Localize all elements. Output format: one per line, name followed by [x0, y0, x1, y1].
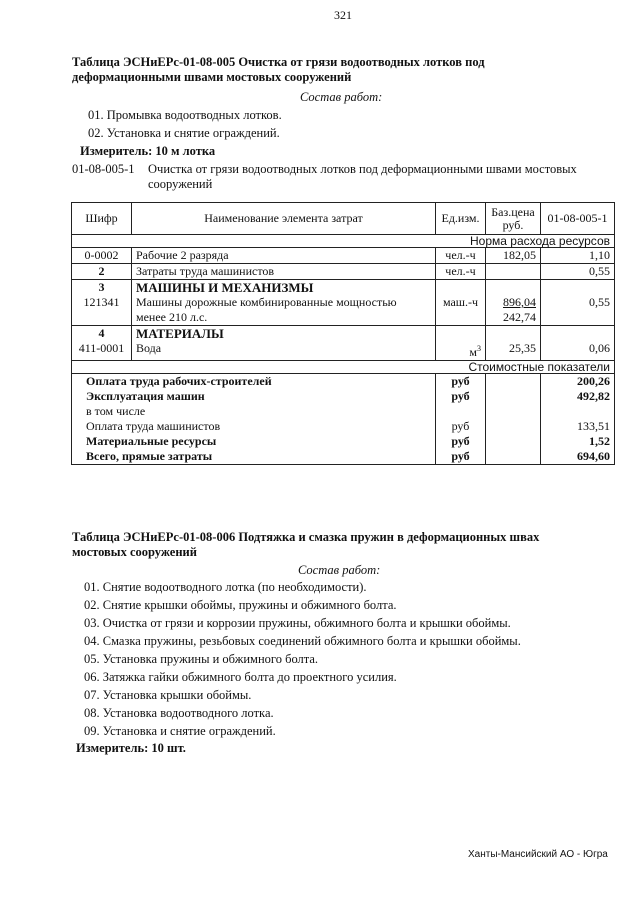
cost-value: 694,60	[541, 449, 615, 465]
table-header-row	[72, 203, 615, 235]
row-price	[486, 264, 541, 280]
cost-row	[72, 419, 615, 434]
table2-works-heading: Состав работ:	[298, 563, 381, 577]
row-code: 4	[72, 326, 132, 342]
row-value: 0,55	[541, 264, 615, 280]
cost-value: 200,26	[541, 374, 615, 390]
cost-unit: руб	[436, 389, 486, 404]
row-price	[486, 326, 541, 342]
row-code: 121341	[72, 295, 132, 326]
row-value: 1,10	[541, 248, 615, 264]
table1-code-ref: 01-08-005-1	[72, 162, 135, 176]
row-unit-sup: 3	[477, 344, 481, 353]
row-price-line2: 242,74	[503, 310, 536, 324]
cost-value: 133,51	[541, 419, 615, 434]
row-price: 25,35	[486, 341, 541, 361]
cost-name: Оплата труда машинистов	[72, 419, 436, 434]
table-row	[72, 248, 615, 264]
cost-price	[486, 374, 541, 390]
row-code: 411-0001	[72, 341, 132, 361]
work-item: 02. Снятие крышки обоймы, пружины и обжимного болта.	[84, 598, 397, 612]
row-name-line1: Машины дорожные комбинированные мощностью	[136, 295, 397, 309]
row-value: 0,06	[541, 341, 615, 361]
header-price-line2: руб.	[502, 217, 524, 232]
cost-price	[486, 434, 541, 449]
cost-unit: руб	[436, 434, 486, 449]
work-item: 05. Установка пружины и обжимного болта.	[84, 652, 319, 666]
cost-name: Эксплуатация машин	[72, 389, 436, 404]
table-row	[72, 280, 615, 296]
row-code: 3	[72, 280, 132, 296]
table-row	[72, 326, 615, 342]
row-unit: маш.-ч	[436, 295, 486, 326]
row-value	[541, 280, 615, 296]
cost-name: Оплата труда рабочих-строителей	[72, 374, 436, 390]
table1-works-heading: Состав работ:	[300, 90, 383, 104]
row-name: МАШИНЫ И МЕХАНИЗМЫ	[132, 280, 436, 296]
row-unit: чел.-ч	[436, 264, 486, 280]
work-item: 04. Смазка пружины, резьбовых соединений обжимного болта и крышки обоймы.	[84, 634, 521, 648]
cost-row	[72, 389, 615, 404]
cost-row	[72, 434, 615, 449]
cost-name: Всего, прямые затраты	[72, 449, 436, 465]
work-item: 03. Очистка от грязи и коррозии пружины, обжимного болта и крышки обоймы.	[84, 616, 511, 630]
row-name: МАТЕРИАЛЫ	[132, 326, 436, 342]
table2-title-line2: мостовых сооружений	[72, 545, 197, 559]
cost-value: 492,82	[541, 389, 615, 404]
header-code: Шифр	[72, 203, 132, 235]
row-price-line1: 896,04	[503, 295, 536, 309]
row-code: 0-0002	[72, 248, 132, 264]
row-name: Вода	[132, 341, 436, 361]
norm-label: Норма расхода ресурсов	[72, 235, 615, 248]
cost-unit	[436, 404, 486, 419]
cost-price	[486, 419, 541, 434]
row-unit	[436, 280, 486, 296]
table-row	[72, 295, 615, 326]
row-name-line2: менее 210 л.с.	[136, 310, 208, 324]
table1-code-desc-line1: Очистка от грязи водоотводных лотков под деформационными швами мостовых	[148, 162, 577, 176]
table2-works-list	[84, 578, 521, 740]
cost-price	[486, 449, 541, 465]
row-unit: чел.-ч	[436, 248, 486, 264]
cost-label-row	[72, 361, 615, 374]
row-price	[486, 280, 541, 296]
table1-work-1: 01. Промывка водоотводных лотков.	[88, 108, 282, 122]
row-price: 182,05	[486, 248, 541, 264]
norm-label-row	[72, 235, 615, 248]
cost-row	[72, 404, 615, 419]
header-value: 01-08-005-1	[541, 203, 615, 235]
header-price	[486, 203, 541, 235]
table-row	[72, 341, 615, 361]
header-unit: Ед.изм.	[436, 203, 486, 235]
cost-row	[72, 374, 615, 390]
work-item: 01. Снятие водоотводного лотка (по необходимости).	[84, 580, 367, 594]
row-name	[132, 295, 436, 326]
header-name: Наименование элемента затрат	[132, 203, 436, 235]
work-item: 07. Установка крышки обоймы.	[84, 688, 252, 702]
cost-price	[486, 404, 541, 419]
table1-code-desc	[148, 162, 577, 192]
table1-title	[72, 55, 485, 85]
table1-title-line2: деформационными швами мостовых сооружений	[72, 70, 352, 84]
row-unit	[436, 341, 486, 361]
resource-table	[71, 202, 615, 465]
table1-code-desc-line2: сооружений	[148, 177, 213, 191]
row-code: 2	[72, 264, 132, 280]
row-name: Затраты труда машинистов	[132, 264, 436, 280]
cost-name: в том числе	[72, 404, 436, 419]
header-price-line1: Баз.цена	[491, 204, 535, 219]
cost-unit: руб	[436, 374, 486, 390]
row-name: Рабочие 2 разряда	[132, 248, 436, 264]
cost-unit: руб	[436, 419, 486, 434]
row-unit	[436, 326, 486, 342]
work-item: 06. Затяжка гайки обжимного болта до проектного усилия.	[84, 670, 397, 684]
table1-measure: Измеритель: 10 м лотка	[80, 144, 216, 158]
cost-value: 1,52	[541, 434, 615, 449]
cost-unit: руб	[436, 449, 486, 465]
table2-measure: Измеритель: 10 шт.	[76, 741, 186, 755]
row-value	[541, 326, 615, 342]
row-value: 0,55	[541, 295, 615, 326]
cost-value	[541, 404, 615, 419]
table1-title-line1: Таблица ЭСНиЕРс-01-08-005 Очистка от грязи водоотводных лотков под	[72, 55, 485, 69]
cost-name: Материальные ресурсы	[72, 434, 436, 449]
work-item: 09. Установка и снятие ограждений.	[84, 724, 276, 738]
table1-work-2: 02. Установка и снятие ограждений.	[88, 126, 280, 140]
cost-label: Стоимостные показатели	[72, 361, 615, 374]
work-item: 08. Установка водоотводного лотка.	[84, 706, 274, 720]
row-unit-base: м	[469, 345, 477, 359]
table-row	[72, 264, 615, 280]
page-number: 321	[334, 8, 352, 22]
cost-price	[486, 389, 541, 404]
table2-title	[72, 530, 539, 560]
row-price	[486, 295, 541, 326]
footer-region: Ханты-Мансийский АО - Югра	[468, 849, 608, 860]
cost-row	[72, 449, 615, 465]
table2-title-line1: Таблица ЭСНиЕРс-01-08-006 Подтяжка и смазка пружин в деформационных швах	[72, 530, 540, 544]
